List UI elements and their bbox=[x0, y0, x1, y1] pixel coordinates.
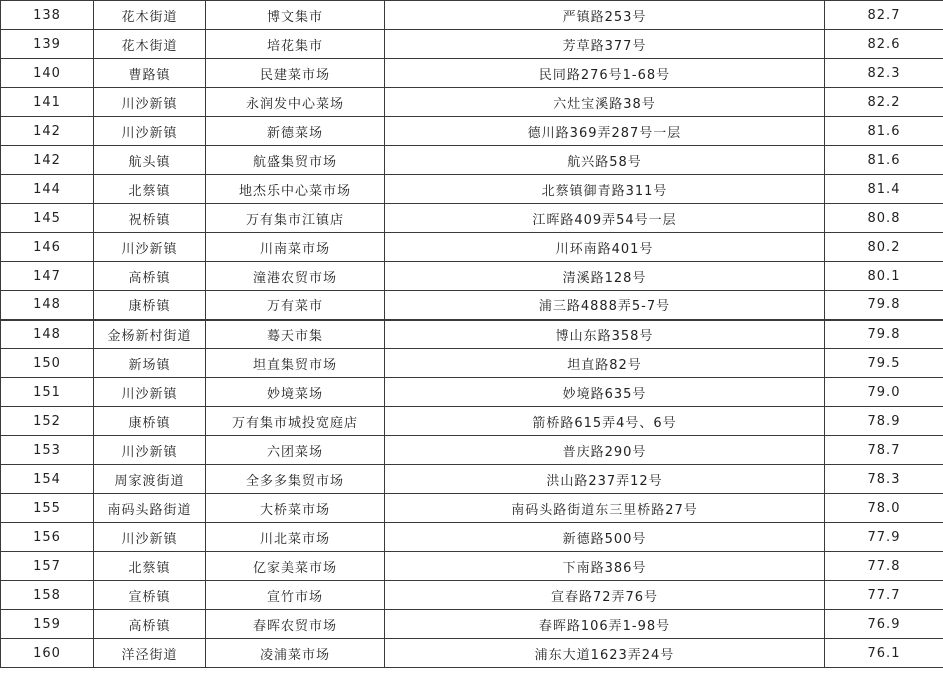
market-name-cell: 六团菜场 bbox=[206, 436, 385, 465]
table-row bbox=[1, 349, 943, 378]
score-cell: 77.8 bbox=[825, 552, 943, 581]
town-cell: 康桥镇 bbox=[94, 291, 206, 320]
score-cell: 76.1 bbox=[825, 639, 943, 668]
table-row bbox=[1, 291, 943, 320]
market-name-cell: 万有集市江镇店 bbox=[206, 204, 385, 233]
rank-cell: 142 bbox=[1, 117, 94, 146]
score-cell: 78.3 bbox=[825, 465, 943, 494]
rank-cell: 159 bbox=[1, 610, 94, 639]
score-cell: 76.9 bbox=[825, 610, 943, 639]
market-name-cell: 永润发中心菜场 bbox=[206, 88, 385, 117]
score-cell: 79.8 bbox=[825, 320, 943, 349]
table-row bbox=[1, 436, 943, 465]
address-cell: 北蔡镇御青路311号 bbox=[385, 175, 825, 204]
score-cell: 77.9 bbox=[825, 523, 943, 552]
town-cell: 宣桥镇 bbox=[94, 581, 206, 610]
market-name-cell: 凌浦菜市场 bbox=[206, 639, 385, 668]
rank-cell: 156 bbox=[1, 523, 94, 552]
rank-cell: 138 bbox=[1, 1, 94, 30]
market-name-cell: 妙境菜场 bbox=[206, 378, 385, 407]
table-row bbox=[1, 523, 943, 552]
address-cell: 川环南路401号 bbox=[385, 233, 825, 262]
rank-cell: 160 bbox=[1, 639, 94, 668]
town-cell: 洋泾街道 bbox=[94, 639, 206, 668]
address-cell: 清溪路128号 bbox=[385, 262, 825, 291]
town-cell: 川沙新镇 bbox=[94, 88, 206, 117]
market-name-cell: 大桥菜市场 bbox=[206, 494, 385, 523]
score-cell: 82.3 bbox=[825, 59, 943, 88]
table-row bbox=[1, 407, 943, 436]
rank-cell: 147 bbox=[1, 262, 94, 291]
town-cell: 高桥镇 bbox=[94, 610, 206, 639]
table-row bbox=[1, 320, 943, 349]
address-cell: 浦三路4888弄5-7号 bbox=[385, 291, 825, 320]
address-cell: 严镇路253号 bbox=[385, 1, 825, 30]
table-row bbox=[1, 146, 943, 175]
town-cell: 川沙新镇 bbox=[94, 378, 206, 407]
address-cell: 箭桥路615弄4号、6号 bbox=[385, 407, 825, 436]
table-row bbox=[1, 175, 943, 204]
score-cell: 81.4 bbox=[825, 175, 943, 204]
rank-cell: 158 bbox=[1, 581, 94, 610]
rank-cell: 140 bbox=[1, 59, 94, 88]
town-cell: 祝桥镇 bbox=[94, 204, 206, 233]
score-cell: 79.0 bbox=[825, 378, 943, 407]
town-cell: 航头镇 bbox=[94, 146, 206, 175]
rank-cell: 152 bbox=[1, 407, 94, 436]
market-name-cell: 培花集市 bbox=[206, 30, 385, 59]
rank-cell: 146 bbox=[1, 233, 94, 262]
rank-cell: 155 bbox=[1, 494, 94, 523]
rank-cell: 154 bbox=[1, 465, 94, 494]
score-cell: 80.2 bbox=[825, 233, 943, 262]
score-cell: 81.6 bbox=[825, 117, 943, 146]
market-name-cell: 坦直集贸市场 bbox=[206, 349, 385, 378]
market-name-cell: 新德菜场 bbox=[206, 117, 385, 146]
market-name-cell: 蓦天市集 bbox=[206, 320, 385, 349]
address-cell: 妙境路635号 bbox=[385, 378, 825, 407]
town-cell: 高桥镇 bbox=[94, 262, 206, 291]
town-cell: 曹路镇 bbox=[94, 59, 206, 88]
rank-cell: 151 bbox=[1, 378, 94, 407]
table-row bbox=[1, 1, 943, 30]
market-name-cell: 万有集市城投宽庭店 bbox=[206, 407, 385, 436]
town-cell: 北蔡镇 bbox=[94, 552, 206, 581]
market-name-cell: 川北菜市场 bbox=[206, 523, 385, 552]
rank-cell: 153 bbox=[1, 436, 94, 465]
address-cell: 德川路369弄287号一层 bbox=[385, 117, 825, 146]
rank-cell: 141 bbox=[1, 88, 94, 117]
score-cell: 78.7 bbox=[825, 436, 943, 465]
rank-cell: 150 bbox=[1, 349, 94, 378]
score-cell: 82.6 bbox=[825, 30, 943, 59]
market-name-cell: 万有菜市 bbox=[206, 291, 385, 320]
score-cell: 78.0 bbox=[825, 494, 943, 523]
address-cell: 江晖路409弄54号一层 bbox=[385, 204, 825, 233]
rank-cell: 142 bbox=[1, 146, 94, 175]
address-cell: 博山东路358号 bbox=[385, 320, 825, 349]
table-body bbox=[1, 1, 943, 668]
score-cell: 81.6 bbox=[825, 146, 943, 175]
score-cell: 79.8 bbox=[825, 291, 943, 320]
market-name-cell: 春晖农贸市场 bbox=[206, 610, 385, 639]
market-name-cell: 亿家美菜市场 bbox=[206, 552, 385, 581]
address-cell: 南码头路街道东三里桥路27号 bbox=[385, 494, 825, 523]
rank-cell: 148 bbox=[1, 291, 94, 320]
address-cell: 宣春路72弄76号 bbox=[385, 581, 825, 610]
town-cell: 花木街道 bbox=[94, 1, 206, 30]
table-row bbox=[1, 378, 943, 407]
table-row bbox=[1, 465, 943, 494]
market-name-cell: 潼港农贸市场 bbox=[206, 262, 385, 291]
address-cell: 六灶宝溪路38号 bbox=[385, 88, 825, 117]
table-row bbox=[1, 639, 943, 668]
score-cell: 80.1 bbox=[825, 262, 943, 291]
rank-cell: 157 bbox=[1, 552, 94, 581]
town-cell: 新场镇 bbox=[94, 349, 206, 378]
address-cell: 春晖路106弄1-98号 bbox=[385, 610, 825, 639]
town-cell: 金杨新村街道 bbox=[94, 320, 206, 349]
town-cell: 北蔡镇 bbox=[94, 175, 206, 204]
town-cell: 康桥镇 bbox=[94, 407, 206, 436]
table-row bbox=[1, 204, 943, 233]
address-cell: 坦直路82号 bbox=[385, 349, 825, 378]
rank-cell: 139 bbox=[1, 30, 94, 59]
town-cell: 川沙新镇 bbox=[94, 436, 206, 465]
market-name-cell: 宣竹市场 bbox=[206, 581, 385, 610]
address-cell: 民同路276号1-68号 bbox=[385, 59, 825, 88]
town-cell: 南码头路街道 bbox=[94, 494, 206, 523]
rank-cell: 145 bbox=[1, 204, 94, 233]
market-name-cell: 航盛集贸市场 bbox=[206, 146, 385, 175]
score-cell: 77.7 bbox=[825, 581, 943, 610]
score-cell: 79.5 bbox=[825, 349, 943, 378]
town-cell: 花木街道 bbox=[94, 30, 206, 59]
table-row bbox=[1, 30, 943, 59]
town-cell: 川沙新镇 bbox=[94, 117, 206, 146]
market-name-cell: 全多多集贸市场 bbox=[206, 465, 385, 494]
town-cell: 川沙新镇 bbox=[94, 523, 206, 552]
score-cell: 82.2 bbox=[825, 88, 943, 117]
table-row bbox=[1, 581, 943, 610]
address-cell: 芳草路377号 bbox=[385, 30, 825, 59]
market-name-cell: 民建菜市场 bbox=[206, 59, 385, 88]
address-cell: 浦东大道1623弄24号 bbox=[385, 639, 825, 668]
market-name-cell: 川南菜市场 bbox=[206, 233, 385, 262]
address-cell: 下南路386号 bbox=[385, 552, 825, 581]
market-name-cell: 博文集市 bbox=[206, 1, 385, 30]
table-row bbox=[1, 262, 943, 291]
address-cell: 新德路500号 bbox=[385, 523, 825, 552]
score-cell: 78.9 bbox=[825, 407, 943, 436]
table-row bbox=[1, 610, 943, 639]
market-name-cell: 地杰乐中心菜市场 bbox=[206, 175, 385, 204]
town-cell: 周家渡街道 bbox=[94, 465, 206, 494]
table-row bbox=[1, 88, 943, 117]
address-cell: 洪山路237弄12号 bbox=[385, 465, 825, 494]
score-cell: 82.7 bbox=[825, 1, 943, 30]
table-row bbox=[1, 117, 943, 146]
score-cell: 80.8 bbox=[825, 204, 943, 233]
town-cell: 川沙新镇 bbox=[94, 233, 206, 262]
table-row bbox=[1, 494, 943, 523]
rank-cell: 144 bbox=[1, 175, 94, 204]
table-row bbox=[1, 59, 943, 88]
table-row bbox=[1, 552, 943, 581]
address-cell: 普庆路290号 bbox=[385, 436, 825, 465]
table-row bbox=[1, 233, 943, 262]
rank-cell: 148 bbox=[1, 320, 94, 349]
address-cell: 航兴路58号 bbox=[385, 146, 825, 175]
